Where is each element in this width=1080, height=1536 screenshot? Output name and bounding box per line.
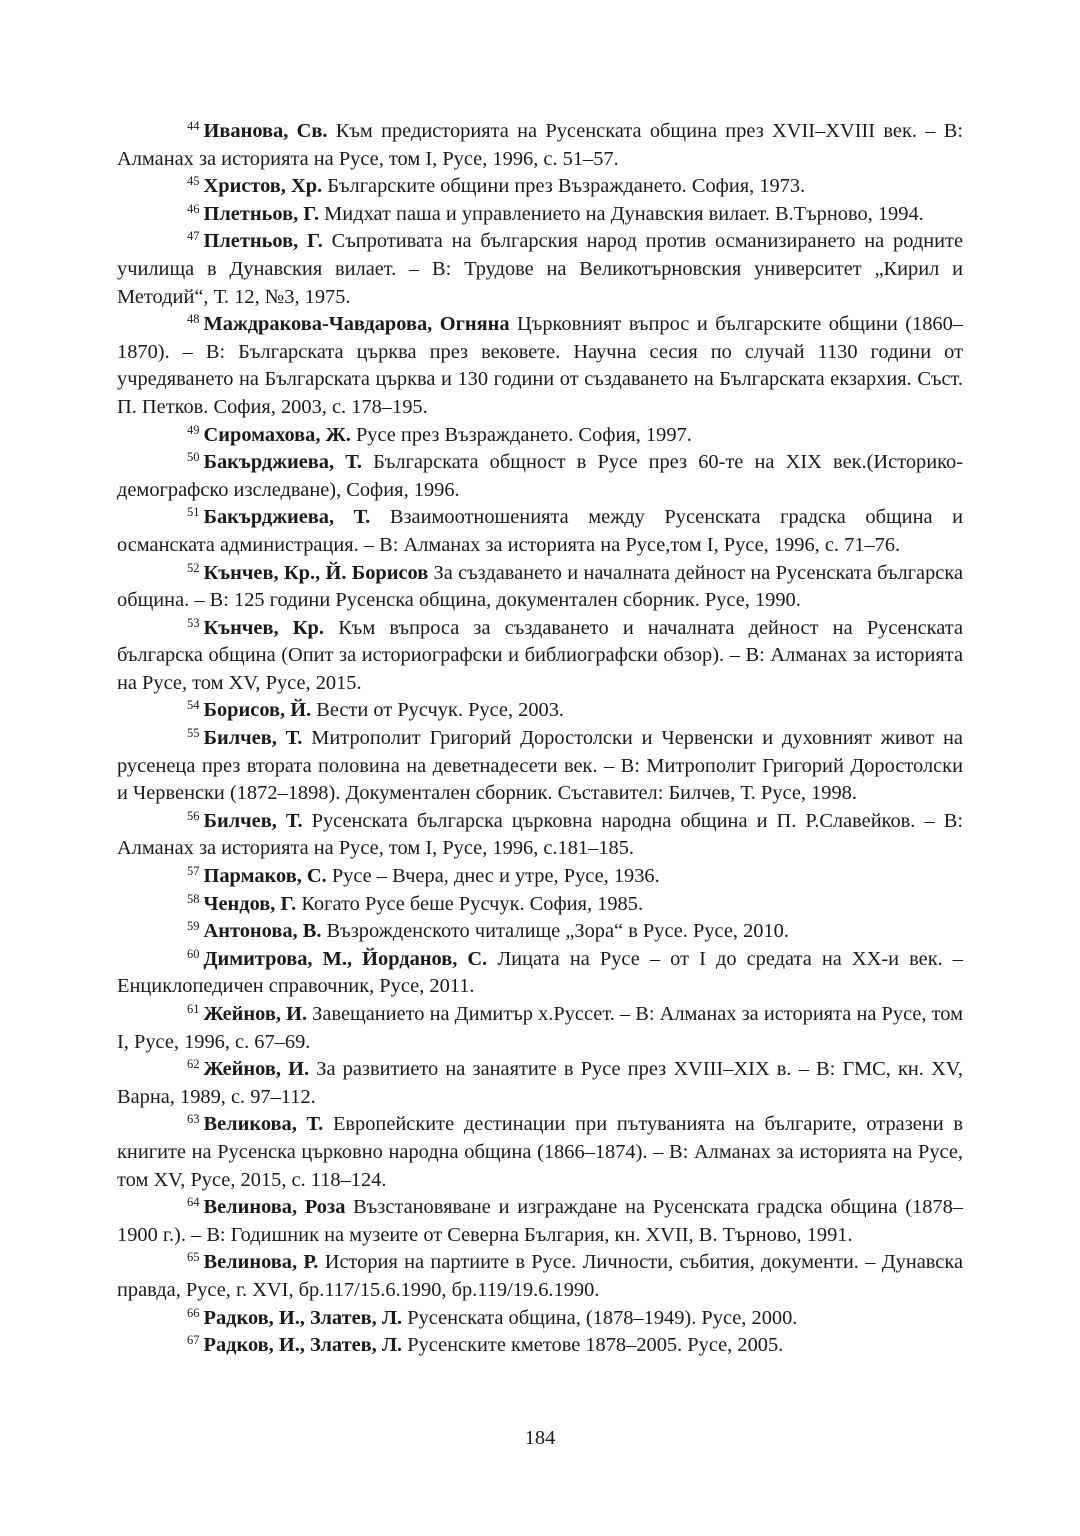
footnote-author: Чендов, Г. [203, 892, 297, 915]
footnote-text: Към предисторията на Русенската община през XVII–XVIII век. – В: Алманах за историята на Русе, том I, Русе, 1996, с. 51–57. [117, 120, 963, 170]
footnote-number: 54 [187, 698, 200, 713]
footnote-58 [117, 891, 963, 919]
footnote-author: Борисов, Й. [203, 699, 312, 722]
footnote-text: Завещанието на Димитър х.Руссет. – В: Алманах за историята на Русе, том I, Русе, 1996, с. 67–69. [117, 1003, 963, 1053]
footnote-text: Лицата на Русе – от I до средата на XX-и век. – Енциклопедичен справочник, Русе, 2011. [117, 947, 963, 998]
footnote-number: 52 [187, 560, 200, 575]
footnote-56 [117, 808, 963, 863]
footnote-author: Димитрова, М., Йорданов, С. [203, 947, 488, 970]
footnote-text: Българската общност в Русе през 60-те на XIX век.(Историко-демографско изследване), София, 1996. [117, 451, 963, 501]
footnote-number: 60 [187, 946, 200, 961]
footnote-text: Българските общини през Възраждането. София, 1973. [322, 175, 806, 198]
footnote-text: За създаването и началната дейност на Русенската българска община. – В: 125 години Русенска община, документален сборник. Русе, 1990. [117, 561, 963, 612]
footnote-number: 47 [187, 229, 200, 244]
footnote-number: 65 [187, 1250, 200, 1265]
footnote-text: История на партиите в Русе. Личности, събития, документи. – Дунавска правда, Русе, г. XVI, бр.117/15.6.1990, бр.119/19.6.1990. [117, 1251, 963, 1301]
footnote-text: Възстановяване и изграждане на Русенската градска община (1878–1900 г.). – В: Годишник на музеите от Северна България, кн. XVII, В. Търново, 1991. [117, 1196, 963, 1246]
footnote-author: Радков, И., Златев, Л. [203, 1306, 403, 1329]
footnotes-list [117, 118, 963, 1360]
footnote-author: Плетньов, Г. [203, 230, 323, 253]
footnote-47 [117, 228, 963, 311]
footnote-author: Иванова, Св. [203, 120, 328, 142]
footnote-53 [117, 615, 963, 698]
footnote-text: За развитието на занаятите в Русе през XVIII–XIX в. – В: ГМС, кн. XV, Варна, 1989, с. 97–112. [117, 1058, 963, 1108]
footnote-number: 44 [187, 119, 200, 133]
footnote-text: Митрополит Григорий Доростолски и Червенски и духовният живот на русенеца през втората половина на деветнадесети век. – В: Митрополит Григорий Доростолски и Червенски (1872–1898). Документален сборник. Съставител: Билчев, Т. Русе, 1998. [117, 727, 963, 805]
footnote-text: Когато Русе беше Русчук. София, 1985. [296, 892, 644, 915]
footnote-50 [117, 449, 963, 504]
footnote-author: Христов, Хр. [203, 175, 323, 198]
footnote-author: Плетньов, Г. [203, 202, 320, 225]
footnote-text: Мидхат паша и управлението на Дунавския вилает. В.Търново, 1994. [319, 202, 924, 225]
footnote-49 [117, 422, 963, 450]
footnote-64 [117, 1194, 963, 1249]
footnote-number: 63 [187, 1112, 200, 1127]
footnote-number: 45 [187, 174, 200, 189]
footnote-author: Билчев, Т. [203, 727, 303, 750]
footnote-author: Антонова, В. [203, 920, 322, 943]
footnote-62 [117, 1056, 963, 1111]
footnote-67 [117, 1332, 963, 1360]
footnote-59 [117, 918, 963, 946]
footnote-text: Църковният въпрос и българските общини (1860–1870). – В: Българската църква през вековете. Научна сесия по случай 1130 години от учредяването на Българската църква и 130 години от създаването на Българската екзархия. Съст. П. Петков. София, 2003, с. 178–195. [117, 313, 963, 418]
footnote-text: Съпротивата на българския народ против османизирането на родните училища в Дунавския вилает. – В: Трудове на Великотърновския университет „Кирил и Методий“, Т. 12, №3, 1975. [117, 230, 964, 308]
footnote-text: Европейските дестинации при пътуванията на българите, отразени в книгите на Русенска църковно народна община (1866–1874). – В: Алманах за историята на Русе, том XV, Русе, 2015, с. 118–124. [117, 1113, 963, 1191]
footnote-55 [117, 725, 963, 808]
footnote-author: Маждракова-Чавдарова, Огняна [203, 313, 510, 336]
footnote-54 [117, 697, 963, 725]
footnote-author: Великова, Т. [203, 1113, 324, 1136]
footnote-number: 66 [187, 1305, 200, 1320]
footnote-author: Жейнов, И. [203, 1058, 310, 1081]
footnote-text: Русе – Вчера, днес и утре, Русе, 1936. [326, 865, 660, 888]
footnote-author: Бакърджиева, Т. [203, 451, 362, 474]
footnote-number: 62 [187, 1057, 200, 1072]
footnote-author: Билчев, Т. [203, 809, 303, 832]
footnote-number: 61 [187, 1002, 200, 1016]
footnote-number: 67 [187, 1333, 200, 1348]
footnote-45 [117, 173, 963, 201]
footnote-65 [117, 1249, 963, 1304]
footnote-author: Бакърджиева, Т. [203, 506, 371, 529]
footnote-author: Кънчев, Кр., Й. Борисов [203, 561, 429, 584]
footnote-57 [117, 863, 963, 891]
footnote-author: Радков, И., Златев, Л. [203, 1334, 403, 1357]
footnote-text: Към въпроса за създаването и началната дейност на Русенската българска община (Опит за историографски и библиографски обзор). – В: Алманах за историята на Русе, том XV, Русе, 2015. [117, 616, 964, 694]
footnote-author: Велинова, Р. [203, 1251, 319, 1274]
footnote-number: 49 [187, 422, 200, 437]
footnote-number: 51 [187, 505, 200, 520]
footnote-number: 50 [187, 450, 200, 465]
footnote-text: Възрожденското читалище „Зора“ в Русе. Русе, 2010. [321, 920, 789, 943]
footnote-number: 53 [187, 615, 200, 630]
footnote-60 [117, 946, 963, 1001]
footnote-61 [117, 1001, 963, 1056]
footnote-number: 48 [187, 312, 200, 327]
footnote-63 [117, 1111, 963, 1194]
footnote-number: 64 [187, 1195, 200, 1210]
footnote-44 [117, 118, 963, 173]
footnote-number: 55 [187, 726, 200, 741]
page-number: 184 [524, 1427, 556, 1449]
footnote-number: 58 [187, 891, 200, 906]
footnote-text: Русе през Възраждането. София, 1997. [350, 423, 692, 446]
footnote-text: Русенската община, (1878–1949). Русе, 2000. [402, 1306, 798, 1329]
footnote-author: Жейнов, И. [203, 1003, 308, 1025]
footnote-51 [117, 504, 963, 559]
footnote-52 [117, 560, 963, 615]
footnote-number: 56 [187, 808, 200, 823]
footnote-author: Пармаков, С. [203, 865, 327, 888]
footnote-48 [117, 311, 963, 421]
footnote-author: Велинова, Роза [203, 1196, 346, 1219]
footnote-46 [117, 201, 963, 229]
footnote-number: 59 [187, 919, 200, 934]
footnote-66 [117, 1305, 963, 1333]
footnote-author: Сиромахова, Ж. [203, 423, 351, 446]
footnote-text: Русенските кметове 1878–2005. Русе, 2005. [402, 1334, 784, 1357]
footnote-number: 57 [187, 864, 200, 879]
footnote-text: Русенската българска църковна народна община и П. Р.Славейков. – В: Алманах за историята на Русе, том I, Русе, 1996, с.181–185. [117, 809, 963, 860]
footnote-author: Кънчев, Кр. [203, 616, 324, 639]
footnote-text: Взаимоотношенията между Русенската градска община и османската администрация. – В: Алманах за историята на Русе,том I, Русе, 1996, с. 71–76. [117, 506, 964, 556]
footnote-number: 46 [187, 201, 200, 216]
footnote-text: Вести от Русчук. Русе, 2003. [311, 699, 565, 722]
